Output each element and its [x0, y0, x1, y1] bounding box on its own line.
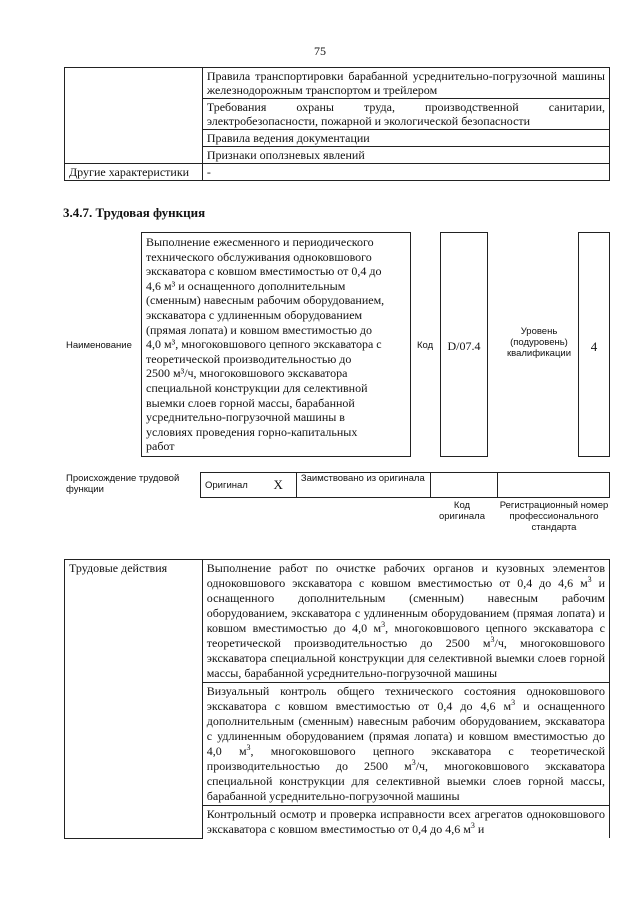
function-name-text — [142, 233, 410, 456]
knowledge-row: Требования охраны труда, производственной санитарии, электробезопасности, пожарной и экологической безопасности — [202, 99, 609, 130]
name-line: условиях проведения горно-капитальных — [146, 424, 358, 439]
borrowed-cell: Заимствовано из оригинала — [296, 473, 430, 498]
original-cell: Оригинал — [201, 473, 261, 498]
knowledge-row: Правила транспортировки барабанной усреднительно-погрузочной машины железнодорожным транспортом и трейлером — [202, 68, 609, 99]
level-label: Уровень (подуровень) квалификации — [506, 326, 572, 359]
origin-table — [200, 472, 610, 498]
code-value: D/07.4 — [447, 339, 481, 353]
original-mark: X — [260, 473, 296, 498]
labor-action-item: Визуальный контроль общего технического состояния одноковшового экскаватора с ковшом вместимостью от 0,4 до 4,6 $м^3$ и оснащенного дополнительным (сменным) навесным рабочим оборудованием, экскаватора с удлиненным оборудованием (прямая лопата) и ковшом вместимостью до 4,0 $м^3$, многоковшового цепного экскаватора с теоретической производительностью до 2500 $м^3/ч$, многоковшового экскаватора специальной конструкции для селективной выемки слоев горной массы, барабанной усреднительно-погрузочной машины — [202, 683, 609, 806]
level-value: 4 — [590, 339, 598, 354]
name-line: экскаватора с удлиненным оборудованием — [146, 307, 363, 322]
code-label: Код — [417, 340, 434, 351]
name-line: Выполнение ежесменного и периодического — [146, 235, 374, 249]
code-original-caption: Код оригинала — [438, 500, 485, 522]
page-number: 75 — [314, 44, 326, 58]
code-box — [440, 232, 488, 457]
labor-actions-table — [64, 559, 610, 839]
name-line: технического обслуживания одноковшового — [146, 249, 372, 264]
name-line: (прямая лопата) и ковшом вместимостью до — [146, 322, 373, 337]
labor-actions-label: Трудовые действия — [65, 560, 203, 839]
name-line: 2500 м³/ч, многоковшового экскаватора — [146, 366, 348, 381]
other-characteristics-value: - — [202, 164, 609, 181]
name-label: Наименование — [66, 340, 132, 351]
name-line: (сменным) навесным рабочим оборудованием, — [146, 293, 385, 308]
reg-number-caption: Регистрационный номер профессионального стандарта — [499, 500, 609, 533]
section-title: 3.4.7. Трудовая функция — [63, 205, 206, 220]
origin-label: Происхождение трудовой функции — [66, 473, 180, 495]
knowledge-row: Признаки оползневых явлений — [202, 147, 609, 164]
knowledge-table — [64, 67, 610, 181]
other-characteristics-label: Другие характеристики — [65, 164, 203, 181]
level-box — [578, 232, 610, 457]
name-line: выемки слоев горной массы, барабанной — [146, 395, 355, 410]
function-name-box — [141, 232, 411, 457]
labor-action-item: Контрольный осмотр и проверка исправности всех агрегатов одноковшового экскаватора с ковшом вместимостью от 0,4 до 4,6 $м^3$ и — [202, 806, 609, 839]
empty-label-cell — [65, 68, 203, 164]
reg-number-cell — [498, 473, 610, 498]
labor-action-item: Выполнение работ по очистке рабочих органов и кузовных элементов одноковшового экскаватора с ковшом вместимостью от 0,4 до 4,6 $м^3$ и оснащенного дополнительным (сменным) навесным рабочим оборудованием, экскаватора с удлиненным оборудованием (прямая лопата) и ковшом вместимостью до 4,0 $м^3$, многоковшового цепного экскаватора с теоретической производительностью до 2500 $м^3/ч$, многоковшового экскаватора специальной конструкции для селективной выемки слоев горной массы, барабанной усреднительно-погрузочной машины — [202, 560, 609, 683]
name-line: 4,6 м³ и оснащенного дополнительным — [146, 278, 346, 293]
name-line: 4,0 м³, многоковшового цепного экскаватора с — [146, 337, 382, 352]
name-line: теоретической производительностью до — [146, 351, 352, 366]
name-line: специальной конструкции для селективной — [146, 380, 368, 395]
name-line: усреднительно-погрузочной машины в — [146, 410, 345, 425]
name-line: экскаватора с ковшом вместимостью от 0,4 до — [146, 264, 382, 279]
knowledge-row: Правила ведения документации — [202, 130, 609, 147]
code-original-cell — [430, 473, 498, 498]
name-line: работ — [146, 439, 175, 454]
